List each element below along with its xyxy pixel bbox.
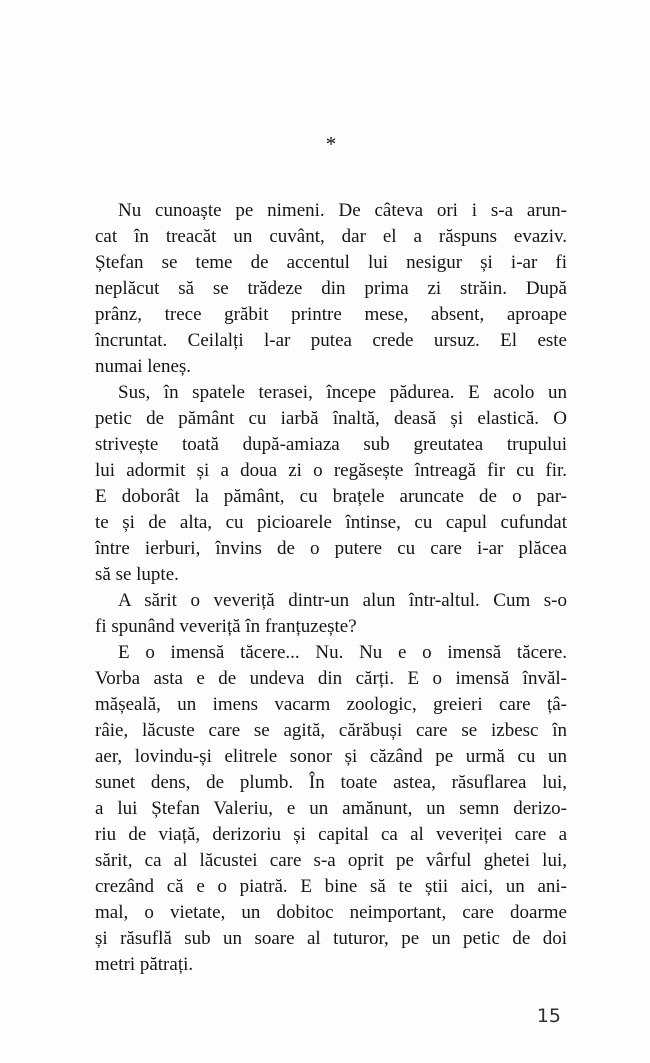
- text-line: sărit, ca al lăcustei care s-a oprit pe vârful ghetei lui,: [95, 850, 567, 871]
- text-line: crezând că e o piatră. E bine să te știi aici, un ani-: [95, 876, 567, 897]
- text-line: mășeală, un imens vacarm zoologic, greieri care țâ-: [95, 694, 567, 715]
- text-line: prânz, trece grăbit printre mese, absent, aproape: [95, 304, 567, 325]
- text-line: aer, lovindu-și elitrele sonor și căzând pe urmă cu un: [95, 746, 567, 767]
- text-line: strivește toată după-amiaza sub greutatea trupului: [95, 434, 567, 455]
- text-line: te și de alta, cu picioarele întinse, cu capul cufundat: [95, 512, 567, 533]
- text-line: E o imensă tăcere... Nu. Nu e o imensă tăcere.: [118, 642, 567, 663]
- text-line: mal, o vietate, un dobitoc neimportant, care doarme: [95, 902, 567, 923]
- text-line: Nu cunoaște pe nimeni. De câteva ori i s-a arun-: [118, 200, 567, 221]
- text-line: lui adormit și a doua zi o regăsește întreagă fir cu fir.: [95, 460, 567, 481]
- text-line: Sus, în spatele terasei, începe pădurea. E acolo un: [118, 382, 567, 403]
- text-line: a lui Ștefan Valeriu, e un amănunt, un semn derizo-: [95, 798, 567, 819]
- text-line: între ierburi, învins de o putere cu care i-ar plăcea: [95, 538, 567, 559]
- text-line: și răsuflă sub un soare al tuturor, pe un petic de doi: [95, 928, 567, 949]
- text-line: Vorba asta e de undeva din cărți. E o imensă învăl-: [95, 668, 567, 689]
- body-text: [95, 198, 567, 978]
- section-separator: *: [325, 132, 337, 156]
- text-line: încruntat. Ceilalți l-ar putea crede ursuz. El este: [95, 330, 567, 351]
- text-line: numai leneș.: [95, 356, 192, 377]
- text-line: A sărit o veveriță dintr-un alun într-altul. Cum s-o: [118, 590, 567, 611]
- text-line: râie, lăcuste care se agită, cărăbuși care se izbesc în: [95, 720, 567, 741]
- page-number: 15: [536, 1005, 561, 1027]
- text-line: E doborât la pământ, cu brațele aruncate de o par-: [95, 486, 567, 507]
- text-line: fi spunând veveriță în franțuzește?: [95, 616, 357, 637]
- text-line: cat în treacăt un cuvânt, dar el a răspuns evaziv.: [95, 226, 567, 247]
- text-line: metri pătrați.: [95, 954, 194, 975]
- text-line: petic de pământ cu iarbă înaltă, deasă și elastică. O: [95, 408, 567, 429]
- text-line: să se lupte.: [95, 564, 179, 585]
- text-line: riu de viață, derizoriu și capital ca al veveriței care a: [95, 824, 567, 845]
- text-line: neplăcut să se trădeze din prima zi străin. După: [95, 278, 567, 299]
- text-line: Ștefan se teme de accentul lui nesigur și i-ar fi: [95, 252, 567, 273]
- text-line: sunet dens, de plumb. În toate astea, răsuflarea lui,: [95, 772, 567, 793]
